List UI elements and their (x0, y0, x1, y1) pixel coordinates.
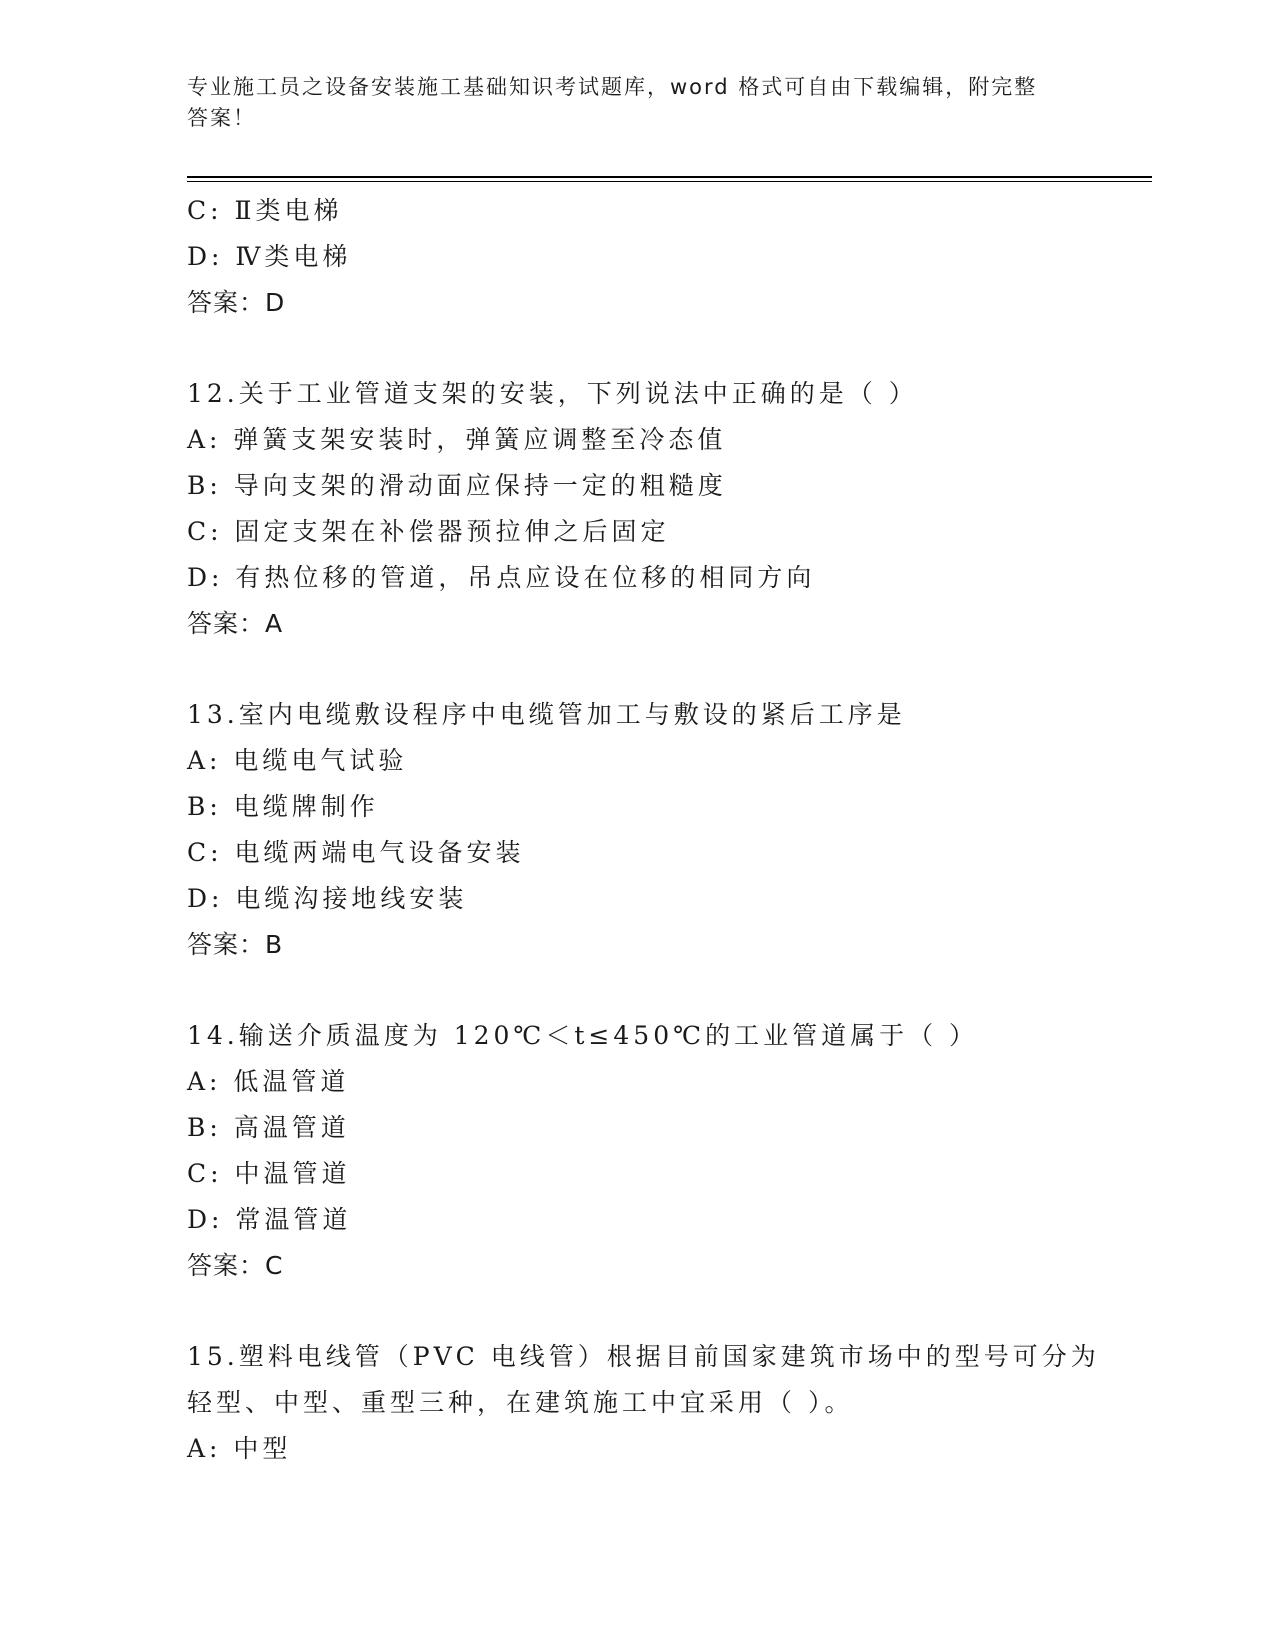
question-14 (187, 1013, 1087, 1289)
question-stem-line-2: 轻型、中型、重型三种，在建筑施工中宜采用（ ）。 (187, 1388, 854, 1417)
option-a: A: 电缆电气试验 (187, 746, 408, 775)
option-d: D: 电缆沟接地线安装 (187, 884, 468, 913)
question-stem: 13.室内电缆敷设程序中电缆管加工与敷设的紧后工序是 (187, 700, 906, 729)
question-12 (187, 371, 1087, 647)
answer-line: 答案：A (187, 609, 284, 638)
option-c: C: 中温管道 (187, 1159, 351, 1188)
spacer (187, 326, 1087, 371)
option-b: B: 电缆牌制作 (187, 792, 379, 821)
answer-line: 答案：D (187, 288, 286, 317)
question-15 (187, 1334, 1100, 1472)
header-rule-thin (187, 181, 1152, 182)
option-d: D: Ⅳ类电梯 (187, 242, 352, 271)
option-c: C: Ⅱ类电梯 (187, 196, 343, 225)
answer-line: 答案：B (187, 930, 284, 959)
option-a: A: 低温管道 (187, 1067, 350, 1096)
question-13 (187, 692, 1087, 968)
document-header: 专业施工员之设备安装施工基础知识考试题库，word 格式可自由下载编辑，附完整答案！ (187, 75, 1038, 130)
option-d: D: 有热位移的管道，吊点应设在位移的相同方向 (187, 563, 816, 592)
question-stem-line-1: 15.塑料电线管（PVC 电线管）根据目前国家建筑市场中的型号可分为 (187, 1342, 1100, 1371)
header-rule-thick (187, 176, 1152, 178)
option-a: A: 中型 (187, 1434, 292, 1463)
question-11-fragment (187, 188, 1087, 326)
option-b: B: 高温管道 (187, 1113, 350, 1142)
option-b: B: 导向支架的滑动面应保持一定的粗糙度 (187, 471, 727, 500)
spacer (187, 647, 1087, 692)
option-d: D: 常温管道 (187, 1205, 352, 1234)
spacer (187, 968, 1087, 1013)
option-c: C: 电缆两端电气设备安装 (187, 838, 525, 867)
question-stem: 14.输送介质温度为 120℃＜t≤450℃的工业管道属于（ ） (187, 1021, 979, 1050)
question-content (187, 188, 1100, 1472)
spacer (187, 1289, 1087, 1334)
option-c: C: 固定支架在补偿器预拉伸之后固定 (187, 517, 670, 546)
option-a: A: 弹簧支架安装时，弹簧应调整至冷态值 (187, 425, 727, 454)
question-stem: 12.关于工业管道支架的安装，下列说法中正确的是（ ） (187, 379, 918, 408)
answer-line: 答案：C (187, 1251, 284, 1280)
